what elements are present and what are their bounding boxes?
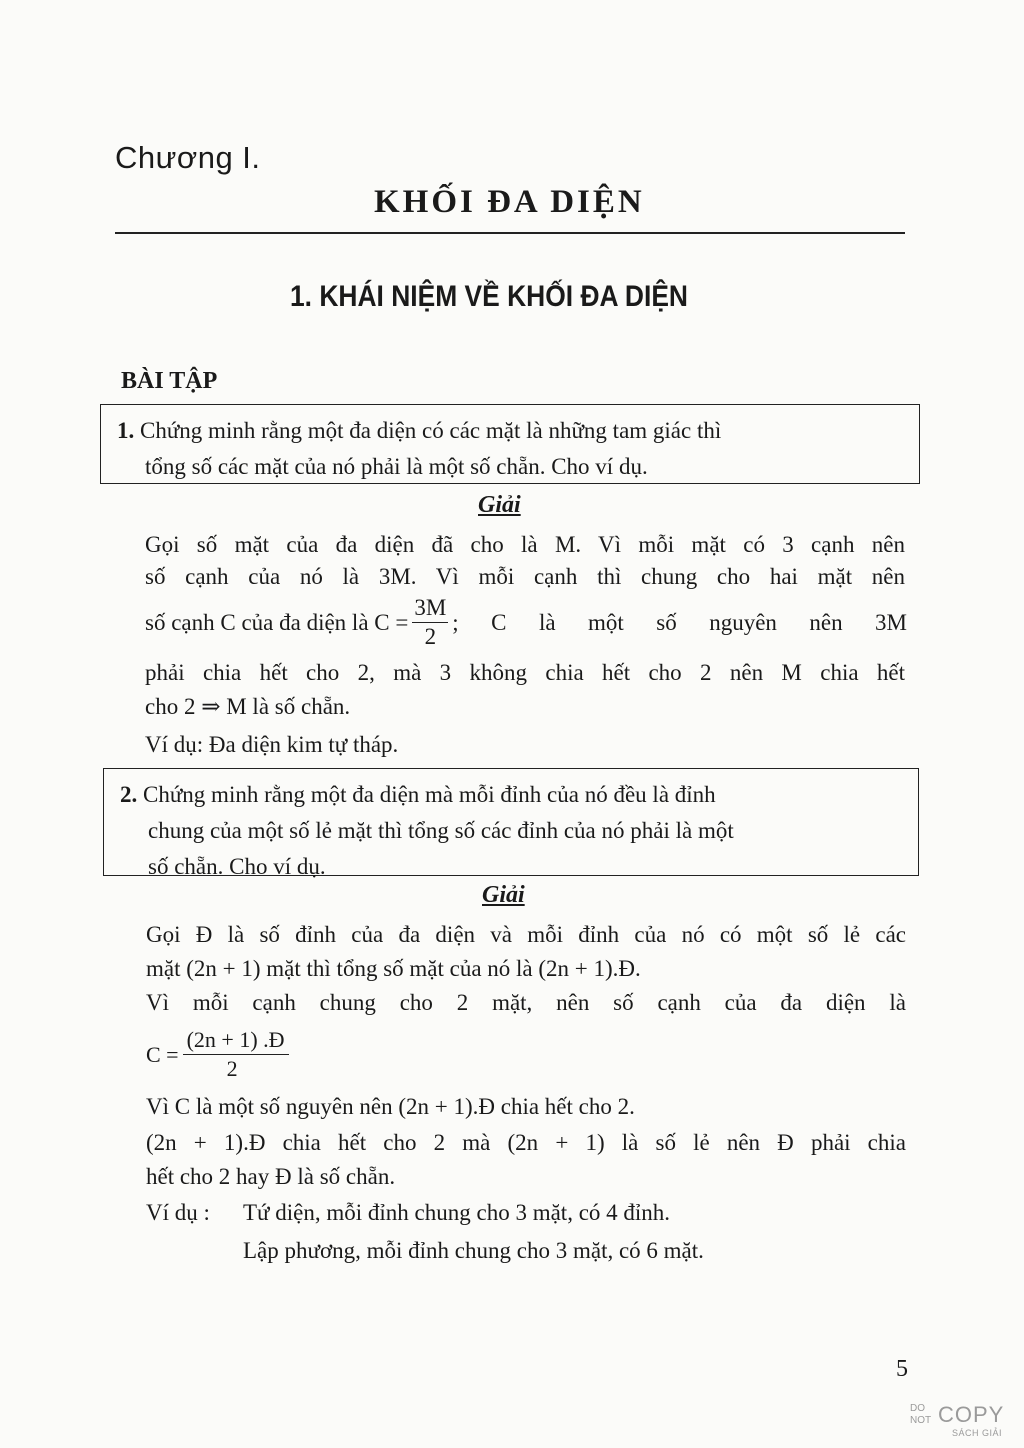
solution-1-line-3-after: ; C là một số nguyên nên 3M	[452, 609, 907, 635]
problem-1-number: 1.	[117, 418, 135, 443]
solution-2-line-6: hết cho 2 hay Đ là số chẵn.	[146, 1164, 396, 1189]
solution-2-line-4: Vì C là một số nguyên nên (2n + 1).Đ chia hết cho 2.	[146, 1094, 635, 1119]
solution-1-line-3	[145, 594, 907, 651]
solution-2-line-3: Vì mỗi cạnh chung cho 2 mặt, nên số cạnh của đa diện là	[146, 990, 906, 1015]
solution-1-heading: Giải	[478, 492, 521, 518]
problem-1-text-1: Chứng minh rằng một đa diện có các mặt là những tam giác thì	[140, 418, 722, 443]
chapter-label: Chương I.	[115, 140, 261, 175]
solution-1-line-3-before: số cạnh C của đa diện là C =	[145, 609, 409, 635]
fraction-numerator: 3M	[412, 594, 448, 623]
watermark-copy: COPY	[938, 1402, 1005, 1427]
watermark-sub: SÁCH GIẢI	[952, 1428, 1003, 1438]
solution-2-heading: Giải	[482, 882, 525, 908]
problem-2-number: 2.	[120, 782, 138, 807]
problem-1-box	[100, 404, 920, 484]
solution-1-line-4: phải chia hết cho 2, mà 3 không chia hết cho 2 nên M chia hết	[145, 660, 905, 685]
solution-1-line-6: Ví dụ: Đa diện kim tự tháp.	[145, 732, 399, 757]
problem-2-line-1	[120, 777, 904, 813]
solution-2-line-8: Lập phương, mỗi đỉnh chung cho 3 mặt, có 6 mặt.	[243, 1238, 704, 1263]
formula-fraction	[183, 1026, 289, 1083]
chapter-divider	[115, 232, 905, 234]
solution-1-line-5: cho 2 ⇒ M là số chẵn.	[145, 694, 351, 719]
fraction-denominator: 2	[424, 624, 437, 649]
solution-2-example-label: Ví dụ :	[146, 1200, 210, 1225]
problem-2-box	[103, 768, 919, 879]
problem-1-line-2: tổng số các mặt của nó phải là một số chẵn. Cho ví dụ.	[145, 454, 648, 479]
exercises-heading: BÀI TẬP	[121, 368, 218, 394]
watermark-do: DO	[910, 1403, 925, 1414]
watermark-not: NOT	[910, 1415, 932, 1426]
solution-2-line-2: mặt (2n + 1) mặt thì tổng số mặt của nó là (2n + 1).Đ.	[146, 956, 641, 981]
formula-numerator: (2n + 1) .Đ	[183, 1026, 289, 1055]
problem-2-line-2: chung của một số lẻ mặt thì tổng số các đỉnh của nó phải là một	[148, 818, 734, 843]
problem-1-line-1	[117, 413, 905, 449]
problem-2-text-1: Chứng minh rằng một đa diện mà mỗi đỉnh của nó đều là đỉnh	[143, 782, 716, 807]
chapter-title: KHỐI ĐA DIỆN	[374, 184, 645, 220]
page-number: 5	[896, 1356, 908, 1382]
solution-2-line-7: Tứ diện, mỗi đỉnh chung cho 3 mặt, có 4 đỉnh.	[243, 1200, 671, 1225]
do-not-copy-watermark	[908, 1400, 1016, 1440]
formula-denominator: 2	[226, 1056, 238, 1081]
solution-2-line-1: Gọi Đ là số đỉnh của đa diện và mỗi đỉnh của nó có một số lẻ các	[146, 922, 906, 947]
fraction-3m-over-2	[412, 594, 448, 651]
solution-2-line-5: (2n + 1).Đ chia hết cho 2 mà (2n + 1) là số lẻ nên Đ phải chia	[146, 1130, 906, 1155]
solution-1-line-1: Gọi số mặt của đa diện đã cho là M. Vì mỗi mặt có 3 cạnh nên	[145, 532, 905, 557]
formula-c	[146, 1026, 293, 1083]
formula-lhs: C =	[146, 1041, 179, 1067]
section-title: 1. KHÁI NIỆM VỀ KHỐI ĐA DIỆN	[290, 280, 689, 313]
problem-2-line-3: số chẵn. Cho ví dụ.	[148, 854, 326, 879]
solution-1-line-2: số cạnh của nó là 3M. Vì mỗi cạnh thì chung cho hai mặt nên	[145, 564, 905, 589]
